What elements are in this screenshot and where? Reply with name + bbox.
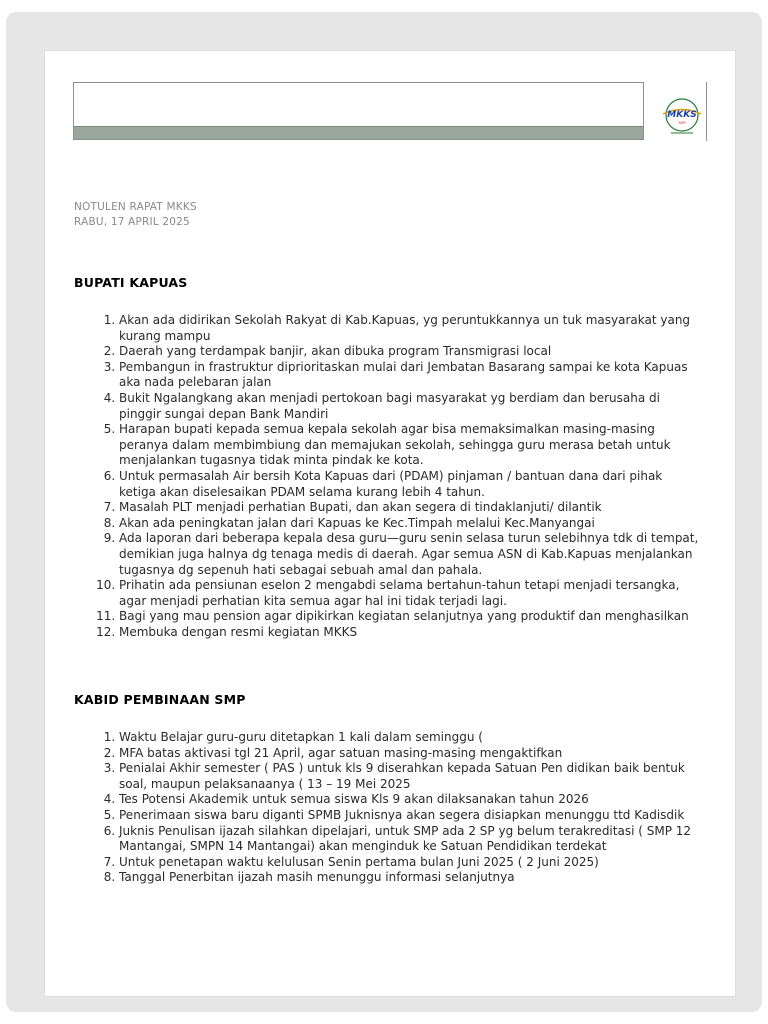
document-viewer [6, 12, 762, 1012]
meta-title: NOTULEN RAPAT MKKS [74, 201, 197, 213]
list-item: 5. Harapan bupati kepada semua kepala sekolah agar bisa memaksimalkan masing-masing peranya dalam membimbiung dan memajukan sekolah, sehingga guru merasa betah untuk menjalankan tugasnya tidak minta pindak ke kota. [119, 422, 701, 469]
logo-text: MKKS [667, 110, 697, 120]
list-item: 4. Bukit Ngalangkang akan menjadi pertokoan bagi masyarakat yg berdiam dan berusaha di pinggir sungai depan Bank Mandiri [119, 391, 701, 422]
document-page [45, 51, 735, 996]
list-item: 6. Untuk permasalah Air bersih Kota Kapuas dari (PDAM) pinjaman / bantuan dana dari pihak ketiga akan diselesaikan PDAM selama kurang lebih 4 tahun. [119, 469, 701, 500]
list-item: 2. MFA batas aktivasi tgl 21 April, agar satuan masing-masing mengaktifkan [119, 746, 701, 762]
list-item: 8. Akan ada peningkatan jalan dari Kapuas ke Kec.Timpah melalui Kec.Manyangai [119, 516, 701, 532]
list-item: 7. Masalah PLT menjadi perhatian Bupati, dan akan segera di tindaklanjuti/ dilantik [119, 500, 701, 516]
list-item: 7. Untuk penetapan waktu kelulusan Senin pertama bulan Juni 2025 ( 2 Juni 2025) [119, 855, 701, 871]
document-meta [74, 200, 197, 230]
list-item: 3. Penialai Akhir semester ( PAS ) untuk kls 9 diserahkan kepada Satuan Pen didikan baik bentuk soal, maupun pelaksanaanya ( 13 – 19 Mei 2025 [119, 761, 701, 792]
list-item: 8. Tanggal Penerbitan ijazah masih menunggu informasi selanjutnya [119, 870, 701, 886]
list-item: 3. Pembangun in frastruktur diprioritaskan mulai dari Jembatan Basarang sampai ke kota Kapuas aka nada pelebaran jalan [119, 360, 701, 391]
list-item: 2. Daerah yang terdampak banjir, akan dibuka program Transmigrasi local [119, 344, 701, 360]
list-item: 5. Penerimaan siswa baru diganti SPMB Juknisnya akan segera disiapkan menunggu ttd Kadisdik [119, 808, 701, 824]
meta-date: RABU, 17 APRIL 2025 [74, 216, 190, 228]
list-item: 6. Juknis Penulisan ijazah silahkan dipelajari, untuk SMP ada 2 SP yg belum terakreditasi ( SMP 12 Mantangai, SMPN 14 Mantangai) akan menginduk ke Satuan Pendidikan terdekat [119, 824, 701, 855]
list-item: 11. Bagi yang mau pension agar dipikirkan kegiatan selanjutnya yang produktif dan menghasilkan [119, 609, 701, 625]
list-bupati [94, 313, 701, 640]
list-item: 10. Prihatin ada pensiunan eselon 2 mengabdi selama bertahun-tahun tetapi menjadi tersangka, agar menjadi perhatian kita semua agar hal ini tidak terjadi lagi. [119, 578, 701, 609]
logo-sub-text: SMP [678, 121, 686, 125]
header-divider [706, 82, 707, 141]
mkks-logo [657, 95, 707, 137]
list-item: 1. Akan ada didirikan Sekolah Rakyat di Kab.Kapuas, yg peruntukkannya un tuk masyarakat yang kurang mampu [119, 313, 701, 344]
list-kabid [94, 730, 701, 886]
header-box [73, 82, 644, 140]
list-item: 9. Ada laporan dari beberapa kepala desa guru—guru senin selasa turun selebihnya tdk di tempat, demikian juga halnya dg tenaga medis di daerah. Agar semua ASN di Kab.Kapuas menjalankan tugasnya dg sepenuh hati sebagai sebuah amal dan pahala. [119, 531, 701, 578]
section-title-kabid: KABID PEMBINAAN SMP [74, 692, 246, 707]
list-item: 12. Membuka dengan resmi kegiatan MKKS [119, 625, 701, 641]
header-bar [74, 126, 643, 139]
list-item: 1. Waktu Belajar guru-guru ditetapkan 1 kali dalam seminggu ( [119, 730, 701, 746]
section-title-bupati: BUPATI KAPUAS [74, 275, 188, 290]
list-item: 4. Tes Potensi Akademik untuk semua siswa Kls 9 akan dilaksanakan tahun 2026 [119, 792, 701, 808]
